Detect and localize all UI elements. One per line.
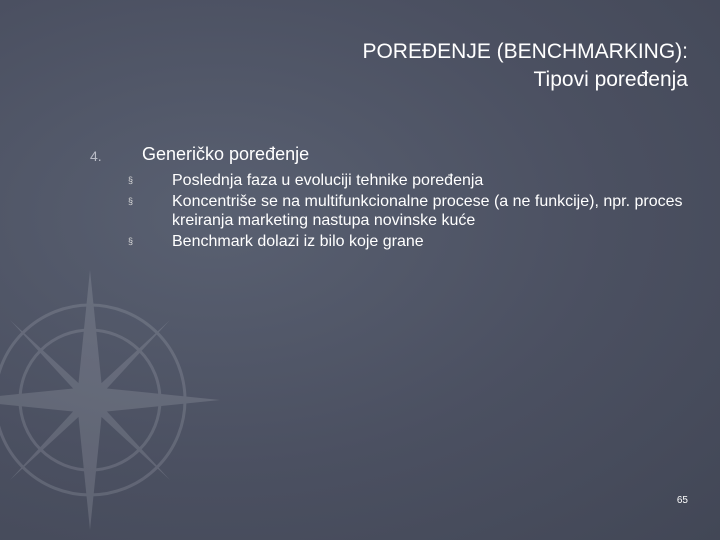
bullet-text: Poslednja faza u evoluciji tehnike poređenja (172, 172, 484, 189)
bullet-icon: § (128, 175, 134, 185)
bullet-item (126, 232, 686, 251)
slide-title-line-1: POREĐENJE (BENCHMARKING): (362, 40, 688, 63)
bullet-text: Koncentriše se na multifunkcionalne procese (a ne funkcije), npr. proces kreiranja marketing nastupa novinske kuće (172, 193, 683, 229)
bullet-icon: § (128, 236, 134, 246)
page-number: 65 (676, 495, 688, 506)
list-item-heading: Generičko poređenje (142, 144, 310, 164)
compass-rose-icon (0, 250, 240, 540)
bullet-item (126, 171, 686, 190)
list-item-number: 4. (90, 148, 102, 164)
bullet-item (126, 192, 686, 230)
bullet-list (126, 171, 686, 253)
slide-title (362, 38, 688, 94)
bullet-text: Benchmark dolazi iz bilo koje grane (172, 233, 424, 250)
bullet-icon: § (128, 196, 134, 206)
slide-title-line-2: Tipovi poređenja (533, 68, 688, 91)
